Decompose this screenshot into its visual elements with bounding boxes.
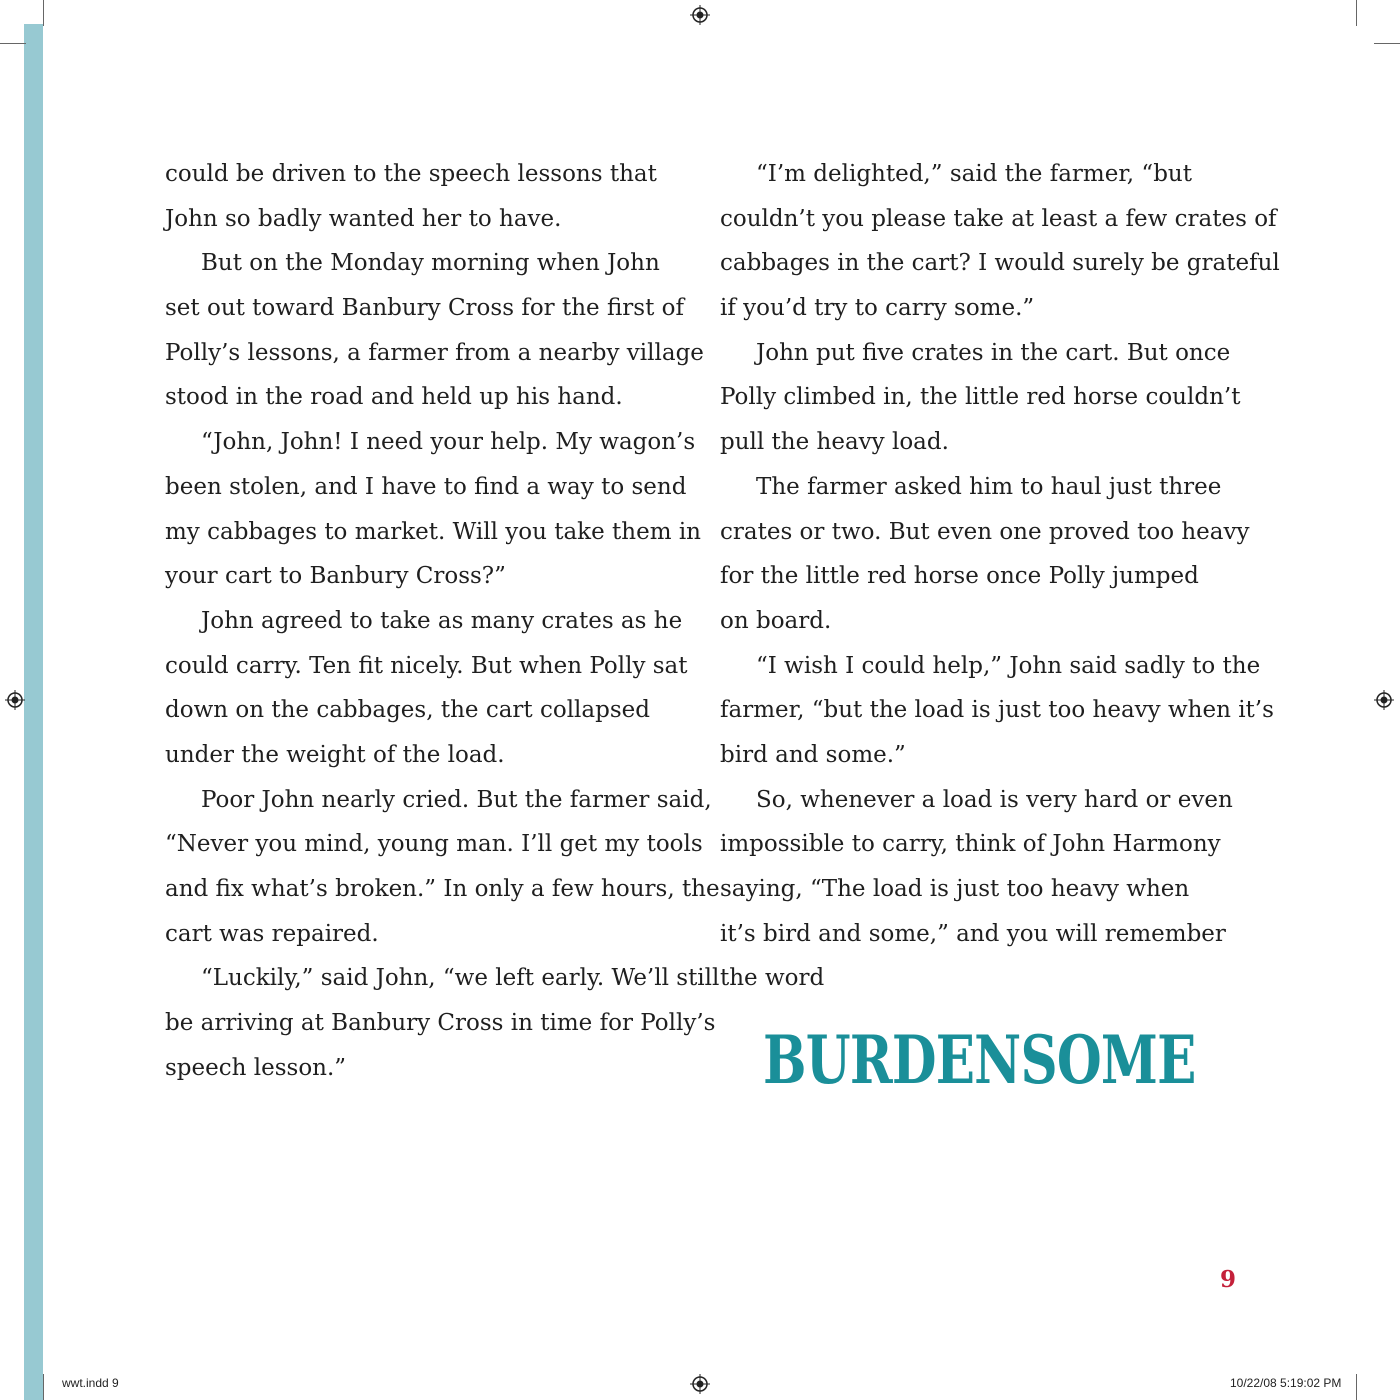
text-line: cabbages in the cart? I would surely be grateful bbox=[720, 250, 1280, 277]
text-line: “John, John! I need your help. My wagon’s bbox=[201, 429, 696, 456]
text-line: on board. bbox=[720, 607, 832, 634]
text-line: be arriving at Banbury Cross in time for Polly’s bbox=[165, 1010, 716, 1037]
text-line: the word bbox=[720, 965, 825, 992]
text-line: “I wish I could help,” John said sadly to the bbox=[756, 652, 1261, 679]
text-line: my cabbages to market. Will you take them in bbox=[165, 518, 701, 545]
text-line: Poor John nearly cried. But the farmer said, bbox=[201, 786, 712, 813]
text-line: it’s bird and some,” and you will remember bbox=[720, 920, 1226, 947]
text-line: your cart to Banbury Cross?” bbox=[165, 563, 506, 590]
text-line: bird and some.” bbox=[720, 741, 906, 768]
text-line: “Never you mind, young man. I’ll get my tools bbox=[165, 831, 703, 858]
crop-mark-bottom-right-v bbox=[1356, 1374, 1357, 1400]
registration-mark-left-icon bbox=[5, 690, 25, 710]
text-line: pull the heavy load. bbox=[720, 429, 949, 456]
text-line: “Luckily,” said John, “we left early. We’ll still bbox=[201, 965, 720, 992]
registration-mark-top-icon bbox=[690, 5, 710, 25]
text-line: down on the cabbages, the cart collapsed bbox=[165, 697, 650, 724]
text-line: for the little red horse once Polly jumped bbox=[720, 563, 1199, 590]
crop-mark-top-right-h bbox=[1374, 43, 1400, 44]
slug-file: wwt.indd 9 bbox=[62, 1376, 119, 1390]
text-line: “I’m delighted,” said the farmer, “but bbox=[756, 161, 1192, 187]
text-line: saying, “The load is just too heavy when bbox=[720, 876, 1190, 902]
text-line: speech lesson.” bbox=[165, 1054, 347, 1081]
text-line: under the weight of the load. bbox=[165, 741, 505, 768]
text-line: John put five crates in the cart. But once bbox=[756, 339, 1231, 366]
text-line: could be driven to the speech lessons that bbox=[165, 161, 657, 187]
text-line: cart was repaired. bbox=[165, 920, 379, 947]
slug-timestamp: 10/22/08 5:19:02 PM bbox=[1230, 1376, 1342, 1390]
text-line: Polly’s lessons, a farmer from a nearby village bbox=[165, 339, 704, 366]
keyword-heading: BURDENSOME bbox=[763, 1021, 1196, 1099]
text-line: farmer, “but the load is just too heavy when it’s bbox=[720, 697, 1274, 724]
spine-bar bbox=[24, 24, 43, 1400]
text-line: But on the Monday morning when John bbox=[201, 250, 660, 277]
text-line: crates or two. But even one proved too heavy bbox=[720, 518, 1250, 545]
registration-mark-right-icon bbox=[1374, 690, 1394, 710]
crop-mark-top-left-h bbox=[0, 43, 26, 44]
left-text-column bbox=[165, 152, 720, 1090]
registration-mark-bottom-icon bbox=[690, 1374, 710, 1394]
text-line: So, whenever a load is very hard or even bbox=[756, 786, 1233, 813]
text-line: The farmer asked him to haul just three bbox=[756, 473, 1222, 500]
crop-mark-top-left-v bbox=[43, 0, 44, 26]
text-line: been stolen, and I have to find a way to send bbox=[165, 473, 687, 500]
text-line: stood in the road and held up his hand. bbox=[165, 384, 623, 411]
text-line: John agreed to take as many crates as he bbox=[201, 607, 683, 634]
text-line: set out toward Banbury Cross for the first of bbox=[165, 295, 685, 322]
text-line: and fix what’s broken.” In only a few hours, the bbox=[165, 876, 720, 902]
text-line: Polly climbed in, the little red horse couldn’t bbox=[720, 384, 1241, 411]
text-line: impossible to carry, think of John Harmony bbox=[720, 831, 1221, 858]
text-line: couldn’t you please take at least a few crates of bbox=[720, 205, 1277, 232]
text-line: if you’d try to carry some.” bbox=[720, 295, 1035, 322]
page-number: 9 bbox=[1220, 1266, 1237, 1293]
text-line: could carry. Ten fit nicely. But when Polly sat bbox=[165, 652, 688, 679]
text-line: John so badly wanted her to have. bbox=[165, 205, 562, 232]
crop-mark-top-right-v bbox=[1356, 0, 1357, 26]
right-text-column bbox=[720, 152, 1280, 1001]
crop-mark-bottom-left-v bbox=[43, 1374, 44, 1400]
